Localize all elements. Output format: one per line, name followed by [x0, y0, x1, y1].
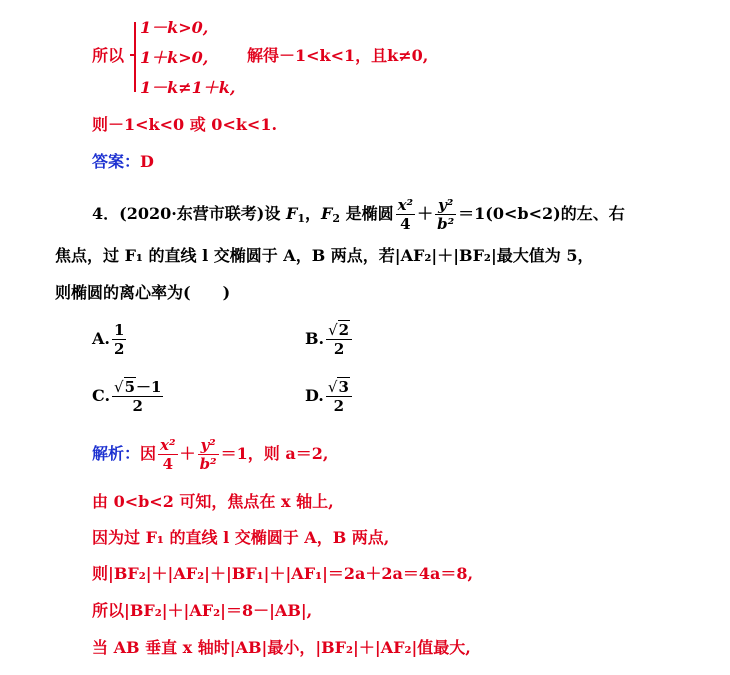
question-line-1: [92, 191, 625, 237]
sqrt-icon: √3: [327, 378, 349, 396]
answer-label: 答案：: [92, 152, 141, 171]
option-a[interactable]: [92, 318, 128, 360]
analysis-tail: ＝1，则 a＝2,: [220, 444, 329, 463]
option-d-fraction: [326, 378, 352, 415]
condition-1: 1－k>0,: [140, 18, 209, 37]
option-c-label: C.: [92, 386, 111, 405]
answer-value: D: [140, 152, 154, 171]
analysis-intro: 因: [140, 444, 157, 463]
fraction-denominator: 4: [400, 215, 411, 233]
focus-f2-sub: 2: [332, 212, 340, 225]
plus-sign: ＋: [417, 204, 434, 223]
question-line-2: 焦点，过 F₁ 的直线 l 交椭圆于 A，B 两点，若|AF₂|＋|BF₂|最大值为 5，: [55, 246, 594, 265]
fraction-denominator: 2: [333, 397, 345, 415]
fraction-denominator: 4: [162, 455, 173, 473]
option-a-label: A.: [92, 329, 110, 348]
condition-2: 1＋k>0,: [140, 48, 209, 67]
option-c-fraction: [112, 378, 163, 415]
conclusion-line: 则－1<k<0 或 0<k<1.: [92, 115, 278, 134]
fraction-denominator: b²: [199, 455, 217, 473]
analysis-fraction-y: [198, 436, 219, 473]
option-c[interactable]: [92, 375, 165, 417]
sqrt-icon: √2: [328, 321, 350, 339]
is-ellipse-text: 是椭圆: [340, 204, 394, 223]
fraction-denominator: b²: [437, 215, 455, 233]
answer-line: [92, 152, 154, 172]
fraction-denominator: 2: [113, 340, 125, 358]
suoyi-text: 所以: [92, 46, 125, 65]
option-d[interactable]: [305, 375, 354, 417]
condition-3: 1－k≠1＋k,: [140, 78, 236, 97]
solution-range: 解得－1<k<1，且k≠0,: [247, 46, 429, 65]
option-d-label: D.: [305, 386, 324, 405]
analysis-label: 解析：: [92, 444, 141, 463]
option-a-fraction: [112, 321, 126, 358]
fraction-numerator: x²: [160, 436, 176, 454]
option-b[interactable]: [305, 318, 354, 360]
option-b-label: B.: [305, 329, 325, 348]
analysis-line-3: 因为过 F₁ 的直线 l 交椭圆于 A，B 两点,: [92, 528, 390, 547]
analysis-line-4: 则|BF₂|＋|AF₂|＋|BF₁|＋|AF₁|＝2a＋2a＝4a＝8,: [92, 564, 474, 583]
fraction-numerator: y²: [198, 436, 219, 455]
fraction-numerator: √5－1: [114, 378, 162, 396]
fraction-x2-over-4: [396, 196, 416, 233]
question-prefix: 4．(2020·东营市联考)设: [92, 204, 286, 223]
analysis-fraction-x: [158, 436, 178, 473]
analysis-line-1: [92, 432, 328, 476]
focus-f1: F: [285, 204, 298, 223]
question-line-3: 则椭圆的离心率为( ): [55, 283, 231, 302]
analysis-line-5: 所以|BF₂|＋|AF₂|＝8－|AB|,: [92, 601, 313, 620]
fraction-denominator: 2: [333, 340, 345, 358]
fraction-numerator: x²: [397, 196, 414, 214]
fraction-numerator: y²: [435, 196, 456, 215]
focus-f2: F: [320, 204, 333, 223]
option-b-fraction: [326, 321, 352, 358]
equation-tail: ＝1(0<b<2)的左、右: [458, 204, 625, 223]
fraction-numerator: [326, 378, 352, 397]
fraction-denominator: 2: [132, 397, 143, 415]
analysis-line-6: 当 AB 垂直 x 轴时|AB|最小，|BF₂|＋|AF₂|值最大,: [92, 638, 471, 657]
analysis-line-2: 由 0<b<2 可知，焦点在 x 轴上,: [92, 492, 334, 511]
fraction-numerator: [326, 321, 352, 340]
plus-sign: ＋: [179, 444, 196, 463]
sqrt-icon: √5: [114, 378, 136, 396]
question-comma: ，: [304, 204, 321, 223]
fraction-y2-over-b2: [435, 196, 456, 233]
fraction-numerator: 1: [113, 321, 125, 339]
focus-f1-sub: 1: [297, 212, 305, 225]
